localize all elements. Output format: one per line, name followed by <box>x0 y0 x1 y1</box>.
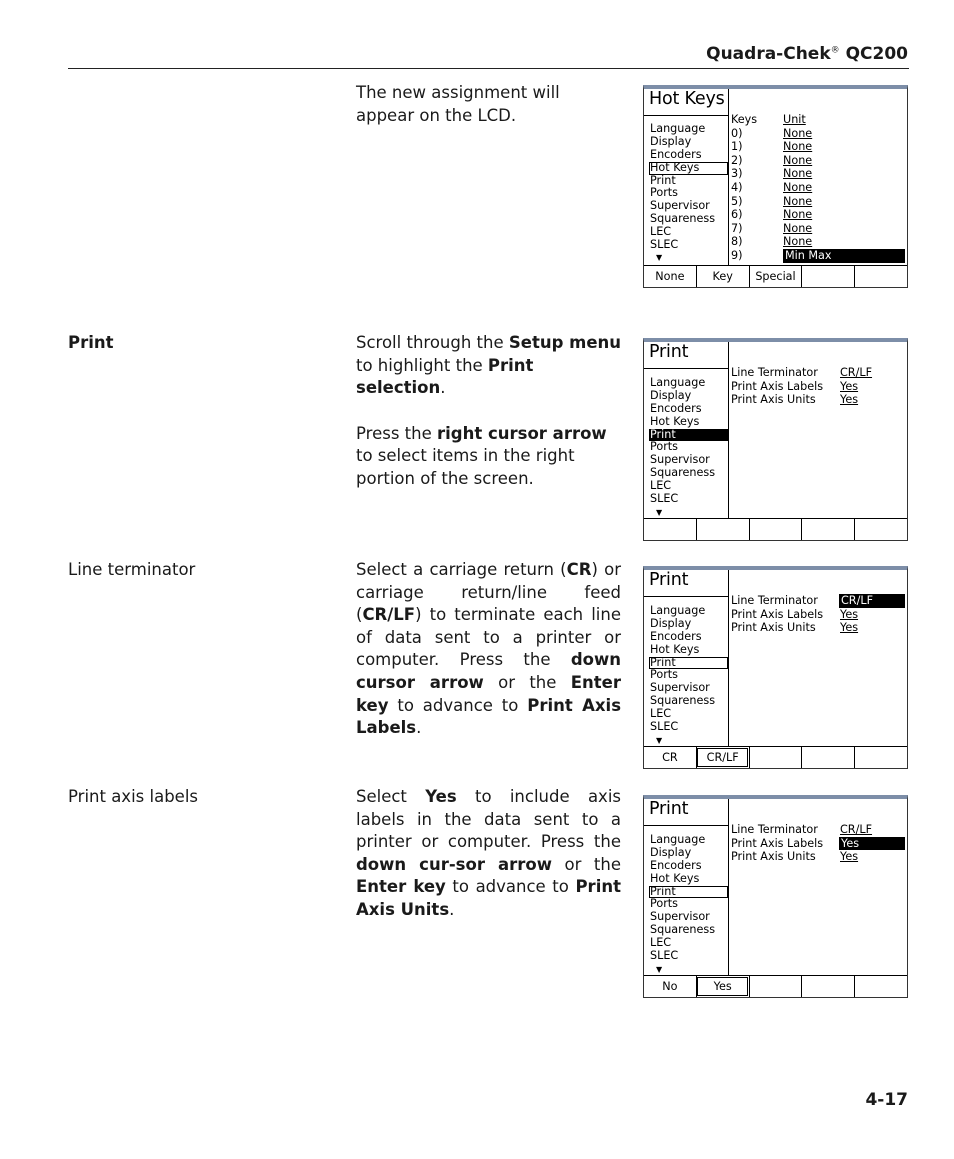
menu-item-ports[interactable]: Ports <box>650 440 679 454</box>
softkey-blank[interactable] <box>801 976 854 997</box>
softkey-blank[interactable] <box>801 519 854 540</box>
menu-item-hot-keys[interactable]: Hot Keys <box>650 871 700 885</box>
hot-key-number: 2) <box>731 153 743 167</box>
hot-key-value[interactable]: None <box>783 194 813 208</box>
lcd-title-rule <box>644 115 728 116</box>
hot-key-number: 5) <box>731 194 743 208</box>
lcd-title-rule <box>644 596 728 597</box>
menu-item-display[interactable]: Display <box>650 134 692 148</box>
setting-value[interactable]: CR/LF <box>840 366 873 379</box>
lcd-menu <box>649 834 728 963</box>
softkey-blank[interactable] <box>801 266 854 287</box>
softkey-cr-lf[interactable]: CR/LF <box>696 747 749 768</box>
menu-item-ports[interactable]: Ports <box>650 668 679 682</box>
hot-key-value[interactable]: None <box>783 140 813 154</box>
lcd-divider <box>728 89 729 265</box>
setting-label: Print Axis Units <box>731 393 816 407</box>
setting-value[interactable]: Yes <box>840 393 859 407</box>
running-header: Quadra-Chek® QC200 <box>706 44 908 64</box>
hot-key-number: 1) <box>731 140 743 154</box>
softkey-blank[interactable] <box>801 747 854 768</box>
lcd-title: Print <box>649 342 689 362</box>
scroll-down-arrow-icon[interactable]: ▼ <box>656 965 663 974</box>
menu-item-display[interactable]: Display <box>650 845 692 859</box>
setting-value[interactable]: Yes <box>840 607 859 621</box>
setting-label: Line Terminator <box>731 823 818 836</box>
setting-value-selected[interactable]: Yes <box>839 837 905 851</box>
setting-label: Print Axis Labels <box>731 379 824 393</box>
menu-item-encoders[interactable]: Encoders <box>650 401 702 415</box>
hot-key-number: 9) <box>731 248 743 262</box>
print-settings <box>731 823 905 864</box>
header-rule <box>68 68 909 69</box>
hot-key-number: 3) <box>731 167 743 181</box>
lcd-menu <box>649 377 728 506</box>
softkey-no[interactable]: No <box>662 980 678 993</box>
menu-item-lec[interactable]: LEC <box>650 225 672 239</box>
hot-key-number: 0) <box>731 126 743 140</box>
setting-label: Print Axis Labels <box>731 607 824 621</box>
menu-item-hot-keys[interactable]: Hot Keys <box>650 642 700 656</box>
softkey-bar <box>644 265 907 287</box>
menu-item-slec[interactable]: SLEC <box>650 492 679 506</box>
scroll-down-arrow-icon[interactable]: ▼ <box>656 736 663 745</box>
hot-key-value[interactable]: None <box>783 235 813 249</box>
lcd-title-rule <box>644 368 728 369</box>
menu-item-squareness[interactable]: Squareness <box>650 212 716 226</box>
hot-key-value[interactable]: None <box>783 180 813 194</box>
hot-key-value[interactable]: None <box>783 153 813 167</box>
setting-value[interactable]: Yes <box>840 621 859 635</box>
intro-text: The new assignment will appear on the LCD. <box>356 83 560 125</box>
lcd-title: Print <box>649 799 689 819</box>
menu-item-encoders[interactable]: Encoders <box>650 858 702 872</box>
hot-key-value[interactable]: None <box>783 221 813 235</box>
menu-item-slec[interactable]: SLEC <box>650 238 679 252</box>
hot-keys-table <box>731 113 905 263</box>
menu-item-lec[interactable]: LEC <box>650 479 672 493</box>
softkey-bar <box>644 518 907 540</box>
menu-item-language[interactable]: Language <box>650 376 706 389</box>
hot-key-value[interactable]: None <box>783 208 813 222</box>
lcd-hot-keys-screen <box>643 85 908 288</box>
page-number: 4-17 <box>865 1090 908 1110</box>
softkey-blank[interactable] <box>854 747 907 768</box>
softkey-yes[interactable]: Yes <box>696 976 749 997</box>
softkey-bar <box>644 746 907 768</box>
col-unit-header: Unit <box>783 113 806 126</box>
setting-label: Print Axis Units <box>731 621 816 635</box>
menu-item-print[interactable]: Print <box>650 173 676 187</box>
lcd-divider <box>728 342 729 518</box>
menu-item-print[interactable]: Print <box>649 429 728 442</box>
softkey-blank[interactable] <box>749 519 802 540</box>
print-settings <box>731 594 905 635</box>
softkey-none[interactable]: None <box>655 270 685 283</box>
setting-value[interactable]: CR/LF <box>840 823 873 836</box>
setting-value-selected[interactable]: CR/LF <box>839 594 905 608</box>
hot-key-value-selected[interactable]: Min Max <box>783 249 905 263</box>
menu-item-print[interactable]: Print <box>649 886 728 899</box>
section-label-line-terminator: Line terminator <box>68 560 196 579</box>
menu-item-squareness[interactable]: Squareness <box>650 694 716 708</box>
lcd-print-screen <box>643 338 908 541</box>
hot-key-number: 4) <box>731 180 743 194</box>
softkey-blank[interactable] <box>854 266 907 287</box>
menu-item-supervisor[interactable]: Supervisor <box>650 453 710 467</box>
softkey-blank[interactable] <box>696 519 749 540</box>
lcd-title: Print <box>649 570 689 590</box>
lcd-print-axis-labels-screen <box>643 795 908 998</box>
setting-value[interactable]: Yes <box>840 850 859 864</box>
menu-item-supervisor[interactable]: Supervisor <box>650 910 710 924</box>
softkey-bar <box>644 975 907 997</box>
setting-label: Print Axis Labels <box>731 836 824 850</box>
menu-item-ports[interactable]: Ports <box>650 186 679 200</box>
softkey-cr[interactable]: CR <box>662 751 678 764</box>
menu-item-encoders[interactable]: Encoders <box>650 147 702 161</box>
setting-value[interactable]: Yes <box>840 379 859 393</box>
print-instructions: Scroll through the Setup menu to highlight the Print selection. Press the right cursor arrow to select items in the right portion of the screen. <box>356 333 622 488</box>
menu-item-language[interactable]: Language <box>650 604 706 617</box>
hot-key-number: 8) <box>731 235 743 249</box>
section-label-print-axis-labels: Print axis labels <box>68 787 199 806</box>
menu-item-lec[interactable]: LEC <box>650 707 672 721</box>
setting-label: Line Terminator <box>731 594 818 607</box>
softkey-blank[interactable] <box>749 976 802 997</box>
lcd-title: Hot Keys <box>649 89 725 109</box>
menu-item-encoders[interactable]: Encoders <box>650 629 702 643</box>
hot-key-number: 7) <box>731 221 743 235</box>
print-settings <box>731 366 905 407</box>
softkey-key[interactable]: Key <box>696 266 749 287</box>
softkey-blank[interactable] <box>854 976 907 997</box>
menu-item-display[interactable]: Display <box>650 388 692 402</box>
menu-item-language[interactable]: Language <box>650 122 706 135</box>
menu-item-lec[interactable]: LEC <box>650 936 672 950</box>
section-label-print: Print <box>68 333 114 352</box>
menu-item-hot-keys[interactable]: Hot Keys <box>650 414 700 428</box>
setting-label: Line Terminator <box>731 366 818 379</box>
lcd-divider <box>728 799 729 975</box>
lcd-divider <box>728 570 729 746</box>
softkey-blank[interactable] <box>749 747 802 768</box>
line-terminator-instructions: Select a carriage return (CR) or carriage return/line feed (CR/LF) to terminate each line of data sent to a printer or computer. Press the down cursor arrow or the Enter key to advance to Print Axis Labels. <box>356 560 622 738</box>
col-keys-header: Keys <box>731 113 758 126</box>
lcd-title-rule <box>644 825 728 826</box>
lcd-menu <box>649 123 728 252</box>
menu-item-ports[interactable]: Ports <box>650 897 679 911</box>
menu-item-display[interactable]: Display <box>650 616 692 630</box>
softkey-blank[interactable] <box>854 519 907 540</box>
scroll-down-arrow-icon[interactable]: ▼ <box>656 508 663 517</box>
menu-item-supervisor[interactable]: Supervisor <box>650 681 710 695</box>
menu-item-squareness[interactable]: Squareness <box>650 923 716 937</box>
menu-item-squareness[interactable]: Squareness <box>650 466 716 480</box>
hot-key-value[interactable]: None <box>783 126 813 140</box>
print-axis-labels-instructions: Select Yes to include axis labels in the data sent to a printer or computer. Press the down cur-sor arrow or the Enter key to advance to Print Axis Units. <box>356 787 621 919</box>
setting-label: Print Axis Units <box>731 850 816 864</box>
hot-key-value[interactable]: None <box>783 167 813 181</box>
menu-item-slec[interactable]: SLEC <box>650 720 679 734</box>
menu-item-print[interactable]: Print <box>649 657 728 670</box>
hot-key-number: 6) <box>731 208 743 222</box>
softkey-blank[interactable] <box>644 519 696 540</box>
lcd-print-line-terminator-screen <box>643 566 908 769</box>
lcd-menu <box>649 605 728 734</box>
menu-item-slec[interactable]: SLEC <box>650 949 679 963</box>
menu-item-language[interactable]: Language <box>650 833 706 846</box>
menu-item-hot-keys[interactable]: Hot Keys <box>649 162 728 175</box>
menu-item-supervisor[interactable]: Supervisor <box>650 199 710 213</box>
softkey-special[interactable]: Special <box>749 266 802 287</box>
scroll-down-arrow-icon[interactable]: ▼ <box>656 253 663 262</box>
